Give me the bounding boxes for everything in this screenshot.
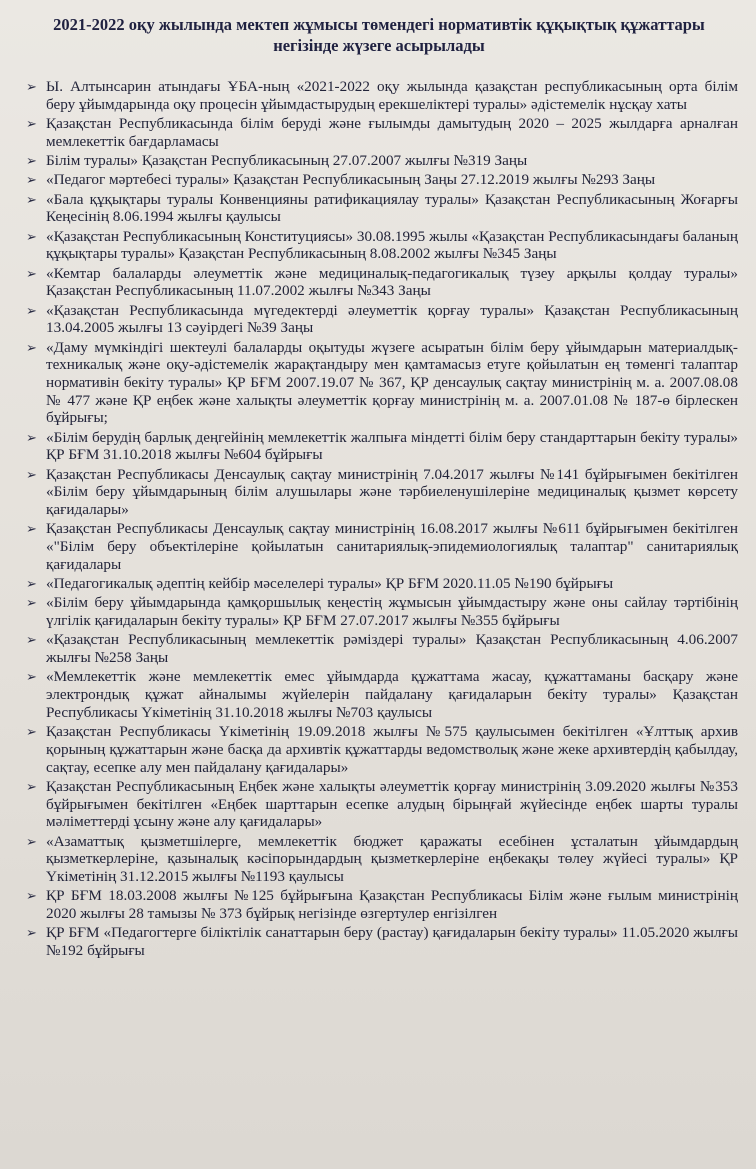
list-item	[20, 924, 738, 959]
list-item-text: «Білім беру ұйымдарында қамқоршылық кеңестің жұмысын ұйымдастыру және оны сайлау тәртібінің үлгілік қағидаларын бекіту туралы» ҚР БҒМ 27.07.2017 жылғы №355 бұйрығы	[46, 594, 738, 630]
list-item	[20, 191, 738, 226]
arrow-bullet-icon: ➢	[26, 521, 37, 537]
list-item-text: «Даму мүмкіндігі шектеулі балаларды оқытуды жүзеге асыратын білім беру ұйымдарын материалдық-техникалық және оқу-әдістемелік жарақтандыру мен қамтамасыз етуге қойылатын ең төменгі талаптар нормативін бекіту туралы» ҚР БҒМ 2007.19.07 № 367, ҚР денсаулық сақтау министрінің м. а. 2007.08.08 № 477 және ҚР еңбек және халықты әлеуметтік қорғау министрінің м. а. 2007.01.08 № 187-ө бірлескен бұйрығы;	[46, 338, 738, 427]
list-item	[20, 594, 738, 629]
list-item	[20, 575, 738, 593]
arrow-bullet-icon: ➢	[26, 339, 37, 355]
arrow-bullet-icon: ➢	[26, 228, 37, 244]
arrow-bullet-icon: ➢	[26, 302, 37, 318]
list-item-text: «Қазақстан Республикасының мемлекеттік рәміздері туралы» Қазақстан Республикасының 4.06.2007 жылғы №258 Заңы	[46, 631, 738, 667]
list-item-text: «Педагог мәртебесі туралы» Қазақстан Республикасының Заңы 27.12.2019 жылғы №293 Заңы	[46, 171, 656, 189]
arrow-bullet-icon: ➢	[26, 265, 37, 281]
arrow-bullet-icon: ➢	[26, 79, 37, 94]
regulation-list	[20, 78, 738, 960]
arrow-bullet-icon: ➢	[26, 778, 37, 794]
arrow-bullet-icon: ➢	[26, 172, 37, 188]
arrow-bullet-icon: ➢	[26, 595, 37, 611]
list-item-text: «Бала құқықтары туралы Конвенцияны ратификациялау туралы» Қазақстан Республикасының Жоғарғы Кеңесінің 8.06.1994 жылғы қаулысы	[46, 190, 738, 226]
list-item	[20, 723, 738, 776]
list-item-text: Қазақстан Республикасы Денсаулық сақтау министрінің 7.04.2017 жылғы №141 бұйрығымен бекітілген «Білім беру ұйымдарының білім алушылары және тәрбиеленушілеріне медициналық қызмет көрсету қағидалары»	[46, 465, 738, 519]
list-item	[20, 520, 738, 573]
arrow-bullet-icon: ➢	[26, 724, 37, 740]
list-item-text: Қазақстан Республикасының Еңбек және халықты әлеуметтік қорғау министрінің 3.09.2020 жылғы №353 бұйрығымен бекітілген «Еңбек шарттарын есепке алудың бірыңғай жүйесінде еңбек шарты туралы мәліметтерді ұсыну және алу қағидалары»	[46, 777, 738, 831]
arrow-bullet-icon: ➢	[26, 888, 37, 904]
list-item	[20, 429, 738, 464]
arrow-bullet-icon: ➢	[26, 576, 37, 592]
arrow-bullet-icon: ➢	[26, 669, 37, 685]
list-item-text: «Кемтар балаларды әлеуметтік және медициналық-педагогикалық түзеу арқылы қолдау туралы» Қазақстан Республикасының 11.07.2002 жылғы №343 Заңы	[46, 264, 738, 300]
arrow-bullet-icon: ➢	[26, 833, 37, 849]
list-item	[20, 302, 738, 337]
list-item	[20, 115, 738, 150]
list-item	[20, 78, 738, 113]
list-item	[20, 668, 738, 721]
list-item-text: «Азаматтық қызметшілерге, мемлекеттік бюджет қаражаты есебінен ұсталатын ұйымдардың қызметкерлеріне, қазыналық кәсіпорындардың қызметкерлеріне еңбекақы төлеу жүйесі туралы» ҚР Үкіметінің 31.12.2015 жылғы №1193 қаулысы	[46, 832, 738, 885]
list-item-text: Ы. Алтынсарин атындағы ҰБА-ның «2021-2022 оқу жылында қазақстан республикасының орта білім беру ұйымдарында оқу процесін ұйымдастырудың ерекшеліктері туралы» әдістемелік нұсқау хаты	[46, 78, 738, 113]
arrow-bullet-icon: ➢	[26, 153, 37, 168]
arrow-bullet-icon: ➢	[26, 466, 37, 482]
list-item-text: Қазақстан Республикасы Үкіметінің 19.09.2018 жылғы №575 қаулысымен бекітілген «Ұлттық архив қорының құжаттарын және басқа да архивтік құжаттарды ведомстволық және жеке архивтердің қабылдау, сақтау, есепке алу мен пайдалану қағидалары»	[46, 723, 738, 776]
list-item	[20, 833, 738, 886]
list-item	[20, 152, 738, 170]
document-title: 2021-2022 оқу жылында мектеп жұмысы төмендегі нормативтік құқықтық құжаттары негізінде жүзеге асырылады	[53, 15, 705, 55]
arrow-bullet-icon: ➢	[26, 191, 37, 207]
list-item	[20, 631, 738, 666]
list-item-text: Білім туралы» Қазақстан Республикасының 27.07.2007 жылғы №319 Заңы	[46, 152, 528, 169]
list-item	[20, 228, 738, 263]
list-item-text: «Білім берудің барлық деңгейінің мемлекеттік жалпыға міндетті білім беру стандарттарын бекіту туралы» ҚР БҒМ 31.10.2018 жылғы №604 бұйрығы	[46, 428, 738, 464]
list-item-text: ҚР БҒМ 18.03.2008 жылғы №125 бұйрығына Қазақстан Республикасы Білім және ғылым министрінің 2020 жылғы 28 тамызы № 373 бұйрық негізінде өзгертулер енгізілген	[46, 887, 738, 922]
arrow-bullet-icon: ➢	[26, 116, 37, 131]
arrow-bullet-icon: ➢	[26, 632, 37, 648]
list-item-text: ҚР БҒМ «Педагогтерге біліктілік санаттарын беру (растау) қағидаларын бекіту туралы» 11.05.2020 жылғы №192 бұйрығы	[46, 924, 738, 959]
arrow-bullet-icon: ➢	[26, 429, 37, 445]
list-item	[20, 171, 738, 189]
list-item-text: Қазақстан Республикасында білім беруді және ғылымды дамытудың 2020 – 2025 жылдарға арналған мемлекеттік бағдарламасы	[46, 115, 738, 150]
list-item	[20, 265, 738, 300]
list-item	[20, 887, 738, 922]
list-item	[20, 466, 738, 519]
list-item-text: «Педагогикалық әдептің кейбір мәселелері туралы» ҚР БҒМ 2020.11.05 №190 бұйрығы	[46, 575, 614, 593]
list-item-text: «Қазақстан Республикасының Конституциясы» 30.08.1995 жылы «Қазақстан Республикасындағы баланың құқықтары туралы» Қазақстан Республикасының 8.08.2002 жылғы №345 Заңы	[46, 227, 738, 263]
list-item-text: «Мемлекеттік және мемлекеттік емес ұйымдарда құжаттама жасау, құжаттаманы басқару және электрондық құжат айналымы жүйелерін пайдалану қағидаларын бекіту туралы» Қазақстан Республикасы Үкіметінің 31.10.2018 жылғы №703 қаулысы	[46, 668, 738, 721]
list-item	[20, 339, 738, 428]
list-item	[20, 778, 738, 831]
arrow-bullet-icon: ➢	[26, 925, 37, 941]
list-item-text: «Қазақстан Республикасында мүгедектерді әлеуметтік қорғау туралы» Қазақстан Республикасының 13.04.2005 жылғы 13 сәуірдегі №39 Заңы	[46, 301, 738, 337]
list-item-text: Қазақстан Республикасы Денсаулық сақтау министрінің 16.08.2017 жылғы №611 бұйрығымен бекітілген «"Білім беру объектілеріне қойылатын санитариялық-эпидемиологиялық талаптар" санитариялық қағидалары	[46, 520, 738, 573]
